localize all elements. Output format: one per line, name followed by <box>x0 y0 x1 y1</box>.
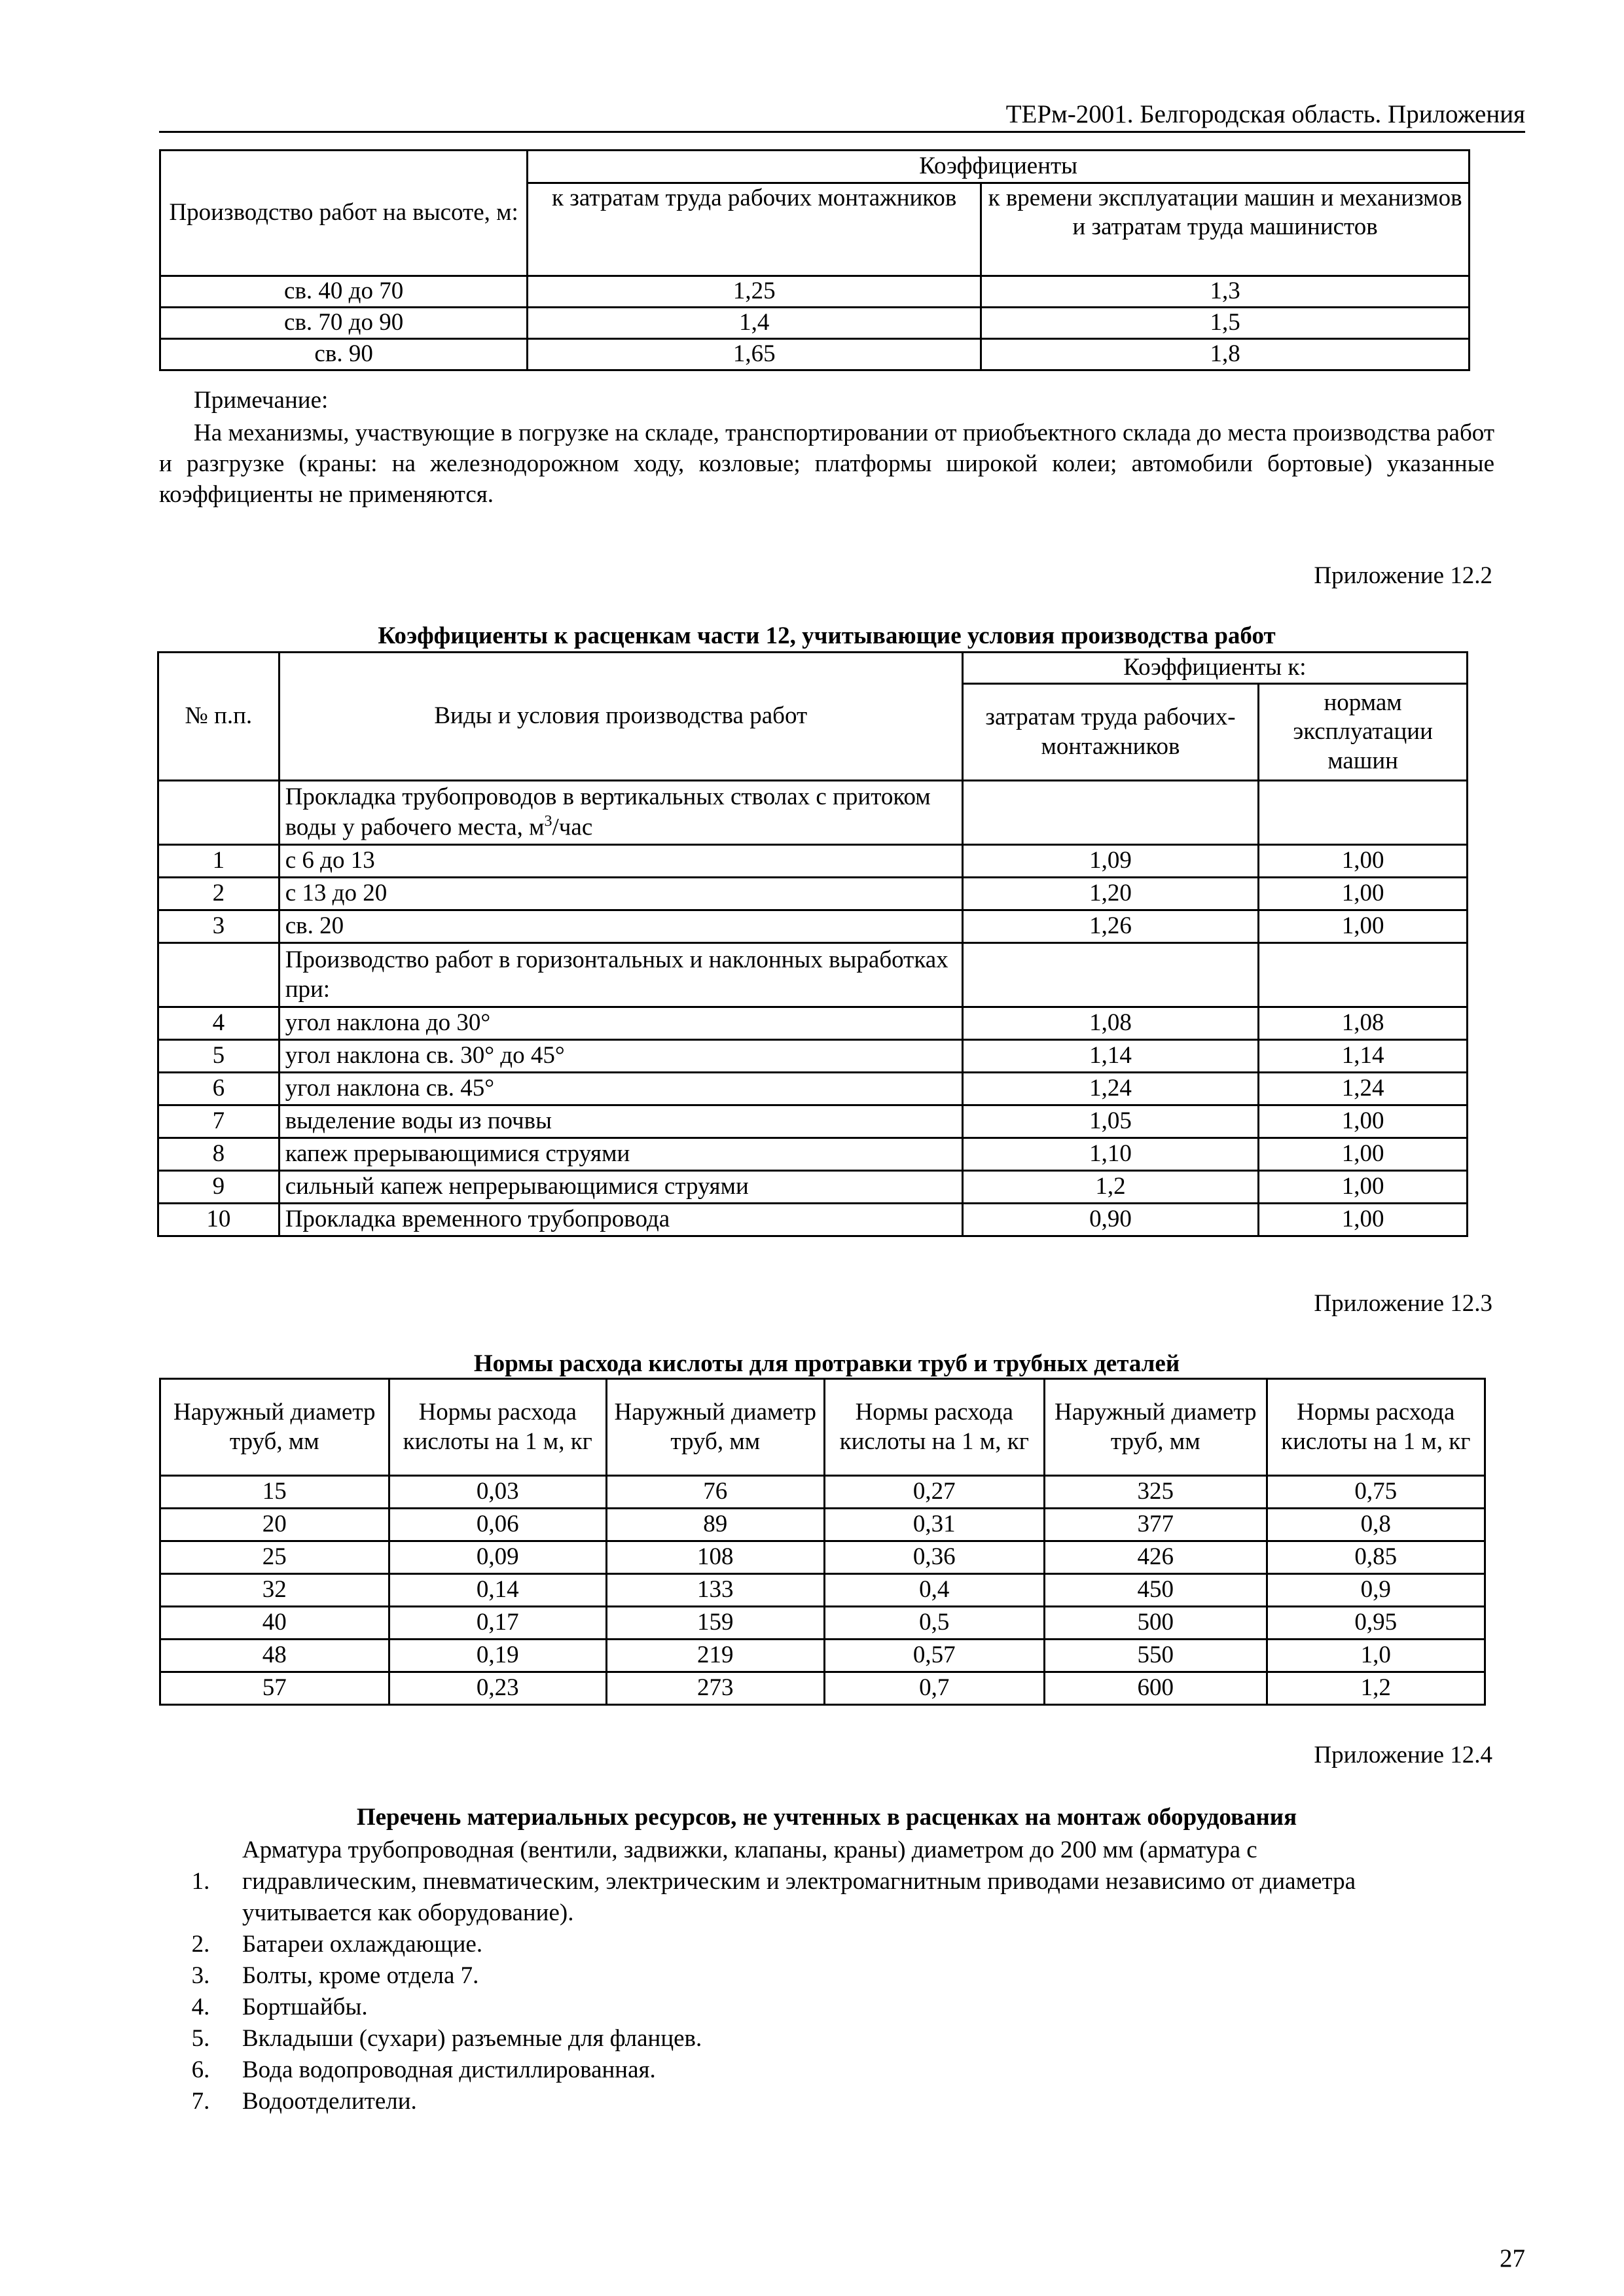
cell: 1,3 <box>981 276 1470 308</box>
materials-list <box>159 1835 1422 2117</box>
acid-norms-table <box>159 1378 1486 1706</box>
list-item: 2. Батареи охлаждающие. <box>191 1931 483 1958</box>
appendix-12-2-label: Приложение 12.2 <box>1314 562 1492 589</box>
table-row: 20 0,06 89 0,31 377 0,8 <box>160 1509 1485 1541</box>
table-row: 15 0,03 76 0,27 325 0,75 <box>160 1476 1485 1509</box>
section-label-vertical: Прокладка трубопроводов в вертикальных стволах с притоком воды у рабочего места, $м^3$/час <box>279 781 962 845</box>
list-item: 6. Вода водопроводная дистиллированная. <box>191 2056 656 2083</box>
section-label-horizontal: Производство работ в горизонтальных и наклонных выработках при: <box>279 943 962 1007</box>
appendix-12-2-caption: Коэффициенты к расценкам части 12, учитывающие условия производства работ <box>378 622 1276 649</box>
col-header-norm: Нормы расхода кислоты на 1 м, кг <box>389 1379 606 1476</box>
table-row: 6 угол наклона св. 45° 1,24 1,24 <box>158 1073 1468 1105</box>
table-row: 1 с 6 до 13 1,09 1,00 <box>158 845 1468 878</box>
col-header-coefficients: Коэффициенты <box>528 151 1470 183</box>
running-header: ТЕРм-2001. Белгородская область. Приложения <box>1005 100 1525 128</box>
col-header-machines: нормам эксплуатации машин <box>1259 684 1468 781</box>
col-header-num: № п.п. <box>158 653 280 781</box>
appendix-12-3-label: Приложение 12.3 <box>1314 1290 1492 1317</box>
cell: св. 90 <box>160 339 528 370</box>
table-row: 10 Прокладка временного трубопровода 0,90 1,00 <box>158 1204 1468 1236</box>
col-header-labor: затратам труда рабочих-монтажников <box>962 684 1258 781</box>
table-row: 7 выделение воды из почвы 1,05 1,00 <box>158 1105 1468 1138</box>
table-row <box>160 308 1470 339</box>
cell: св. 40 до 70 <box>160 276 528 308</box>
appendix-12-4-label: Приложение 12.4 <box>1314 1742 1492 1768</box>
list-item: 4. Бортшайбы. <box>191 1994 368 2020</box>
table-row: 40 0,17 159 0,5 500 0,95 <box>160 1607 1485 1640</box>
page-number: 27 <box>1500 2244 1525 2272</box>
col-header-diameter: Наружный диаметр труб, мм <box>1044 1379 1267 1476</box>
col-header-norm: Нормы расхода кислоты на 1 м, кг <box>1267 1379 1485 1476</box>
table-row: 4 угол наклона до 30° 1,08 1,08 <box>158 1007 1468 1040</box>
table-row <box>160 276 1470 308</box>
height-coefficients-table <box>159 149 1470 371</box>
list-item: 5. Вкладыши (сухари) разъемные для фланцев. <box>191 2025 702 2052</box>
cell: 1,25 <box>528 276 981 308</box>
note-text: На механизмы, участвующие в погрузке на складе, транспортировании от приобъектного склада до места производства работ и разгрузке (краны: на железнодорожном ходу, козловые; платформы широкой колеи; автомобили бортовые) указанные коэффициенты не применяются. <box>159 420 1494 508</box>
section-row <box>158 781 1468 845</box>
list-item: 1. Арматура трубопроводная (вентили, задвижки, клапаны, краны) диаметром до 200 мм (арматура с гидравлическим, пневматическим, электрическим и электромагнитным приводами независимо от диаметра учитывается как оборудование). <box>191 1837 1356 1926</box>
note-title: Примечание: <box>194 387 329 414</box>
table-row: 32 0,14 133 0,4 450 0,9 <box>160 1574 1485 1607</box>
col-header-type: Виды и условия производства работ <box>279 653 962 781</box>
table-row: 48 0,19 219 0,57 550 1,0 <box>160 1640 1485 1672</box>
cell: 1,4 <box>528 308 981 339</box>
list-item: 3. Болты, кроме отдела 7. <box>191 1962 479 1989</box>
cell: 1,5 <box>981 308 1470 339</box>
table-row: 25 0,09 108 0,36 426 0,85 <box>160 1541 1485 1574</box>
col-header-norm: Нормы расхода кислоты на 1 м, кг <box>824 1379 1044 1476</box>
cell: 1,8 <box>981 339 1470 370</box>
table-row: 2 с 13 до 20 1,20 1,00 <box>158 878 1468 910</box>
col-header-labor: к затратам труда рабочих монтажников <box>528 183 981 276</box>
appendix-12-3-caption: Нормы расхода кислоты для протравки труб и трубных деталей <box>473 1350 1180 1377</box>
table-row: 5 угол наклона св. 30° до 45° 1,14 1,14 <box>158 1040 1468 1073</box>
header-rule <box>159 131 1525 133</box>
table-row <box>160 339 1470 370</box>
col-header-machines: к времени эксплуатации машин и механизмов и затратам труда машинистов <box>981 183 1470 276</box>
table-row: 3 св. 20 1,26 1,00 <box>158 910 1468 943</box>
col-header-height: Производство работ на высоте, м: <box>160 151 528 276</box>
col-header-coef-group: Коэффициенты к: <box>962 653 1467 684</box>
list-item: 7. Водоотделители. <box>191 2088 417 2115</box>
appendix-12-4-caption: Перечень материальных ресурсов, не учтенных в расценках на монтаж оборудования <box>356 1804 1297 1831</box>
col-header-diameter: Наружный диаметр труб, мм <box>606 1379 824 1476</box>
table-row: 57 0,23 273 0,7 600 1,2 <box>160 1672 1485 1705</box>
section-row <box>158 943 1468 1007</box>
work-conditions-table <box>157 651 1468 1237</box>
table-row: 8 капеж прерывающимися струями 1,10 1,00 <box>158 1138 1468 1171</box>
cell: св. 70 до 90 <box>160 308 528 339</box>
col-header-diameter: Наружный диаметр труб, мм <box>160 1379 389 1476</box>
table-row: 9 сильный капеж непрерывающимися струями 1,2 1,00 <box>158 1171 1468 1204</box>
cell: 1,65 <box>528 339 981 370</box>
